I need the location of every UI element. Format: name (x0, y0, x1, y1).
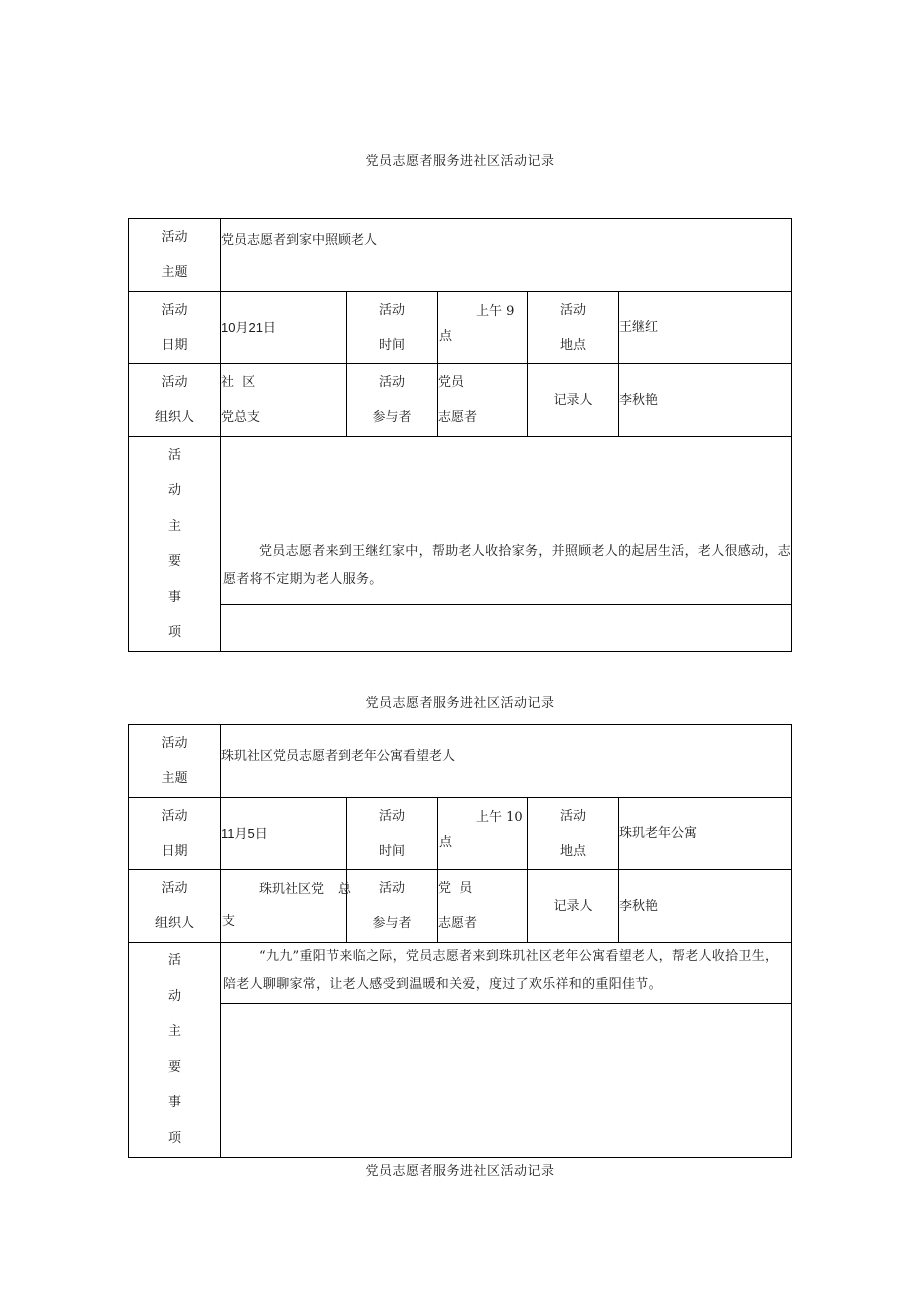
place-value: 珠玑老年公寓 (619, 798, 792, 870)
participants-value: 党员 志愿者 (438, 364, 528, 437)
time-label: 活动 时间 (347, 292, 438, 364)
recorder-label: 记录人 (528, 870, 619, 943)
organizer-label: 活动 组织人 (129, 870, 221, 943)
empty-cell (221, 1004, 792, 1158)
organizer-value: 珠玑社区党 总 支 (221, 870, 347, 943)
activity-record-table-1 (128, 218, 792, 652)
record-title-1: 党员志愿者服务进社区活动记录 (365, 154, 555, 169)
record-title-2: 党员志愿者服务进社区活动记录 (365, 696, 555, 711)
time-value: 上午 10 点 (438, 798, 528, 870)
recorder-label: 记录人 (528, 364, 619, 437)
time-value: 上午 9 点 (438, 292, 528, 364)
place-label: 活动 地点 (528, 292, 619, 364)
main-items-content: “九九”重阳节来临之际，党员志愿者来到珠玑社区老年公寓看望老人，帮老人收拾卫生，陪老人聊聊家常，让老人感受到温暖和关爱，度过了欢乐祥和的重阳佳节。 (221, 943, 792, 1004)
theme-value: 珠玑社区党员志愿者到老年公寓看望老人 (221, 725, 792, 798)
recorder-value: 李秋艳 (619, 364, 792, 437)
theme-value: 党员志愿者到家中照顾老人 (221, 219, 792, 292)
participants-label: 活动 参与者 (347, 364, 438, 437)
main-items-content: 党员志愿者来到王继红家中，帮助老人收拾家务，并照顾老人的起居生活，老人很感动，志愿者将不定期为老人服务。 (221, 437, 792, 605)
theme-label: 活动 主题 (129, 725, 221, 798)
participants-label: 活动 参与者 (347, 870, 438, 943)
date-value: 10月21日 (221, 292, 347, 364)
place-label: 活动 地点 (528, 798, 619, 870)
main-items-label: 活 动 主 要 事 项 (129, 437, 221, 652)
main-items-label: 活 动 主 要 事 项 (129, 943, 221, 1158)
date-label: 活动 日期 (129, 798, 221, 870)
empty-cell (221, 605, 792, 652)
recorder-value: 李秋艳 (619, 870, 792, 943)
theme-label: 活动 主题 (129, 219, 221, 292)
organizer-value: 社 区 党总支 (221, 364, 347, 437)
date-label: 活动 日期 (129, 292, 221, 364)
participants-value: 党 员 志愿者 (438, 870, 528, 943)
activity-record-table-2 (128, 724, 792, 1158)
place-value: 王继红 (619, 292, 792, 364)
time-label: 活动 时间 (347, 798, 438, 870)
record-title-3: 党员志愿者服务进社区活动记录 (365, 1164, 555, 1179)
organizer-label: 活动 组织人 (129, 364, 221, 437)
date-value: 11月5日 (221, 798, 347, 870)
